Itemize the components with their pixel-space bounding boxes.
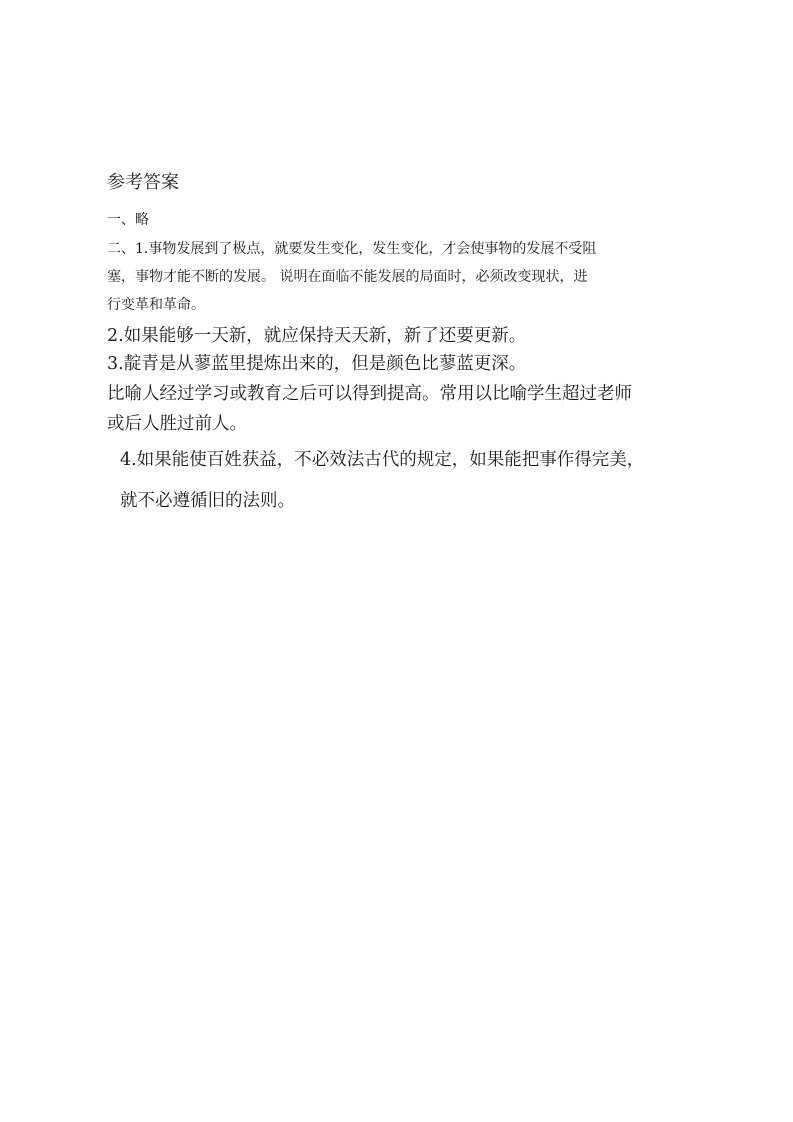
answer-section-1: 一、略	[107, 212, 149, 228]
answer-key-title: 参考答案	[107, 172, 179, 193]
answer-section-2-line-3: 行变革和革命。	[107, 297, 205, 313]
answer-section-2-line-2: 塞，事物才能不断的发展。 说明在面临不能发展的局面时，必须改变现状，进	[107, 269, 588, 285]
answer-item-2: 2.如果能够一天新，就应保持天天新，新了还要更新。	[107, 326, 527, 346]
answer-item-3: 3.靛青是从蓼蓝里提炼出来的，但是颜色比蓼蓝更深。	[107, 354, 527, 374]
answer-section-2-line-1: 二、1.事物发展到了极点，就要发生变化，发生变化，才会使事物的发展不受阻	[107, 241, 597, 257]
answer-item-3-metaphor-line-1: 比喻人经过学习或教育之后可以得到提高。常用以比喻学生超过老师	[107, 384, 632, 404]
answer-item-4-line-1: 4.如果能使百姓获益，不必效法古代的规定，如果能把事作得完美，	[120, 450, 645, 470]
answer-item-4-line-2: 就不必遵循旧的法则。	[120, 491, 295, 511]
answer-item-3-metaphor-line-2: 或后人胜过前人。	[107, 414, 247, 434]
